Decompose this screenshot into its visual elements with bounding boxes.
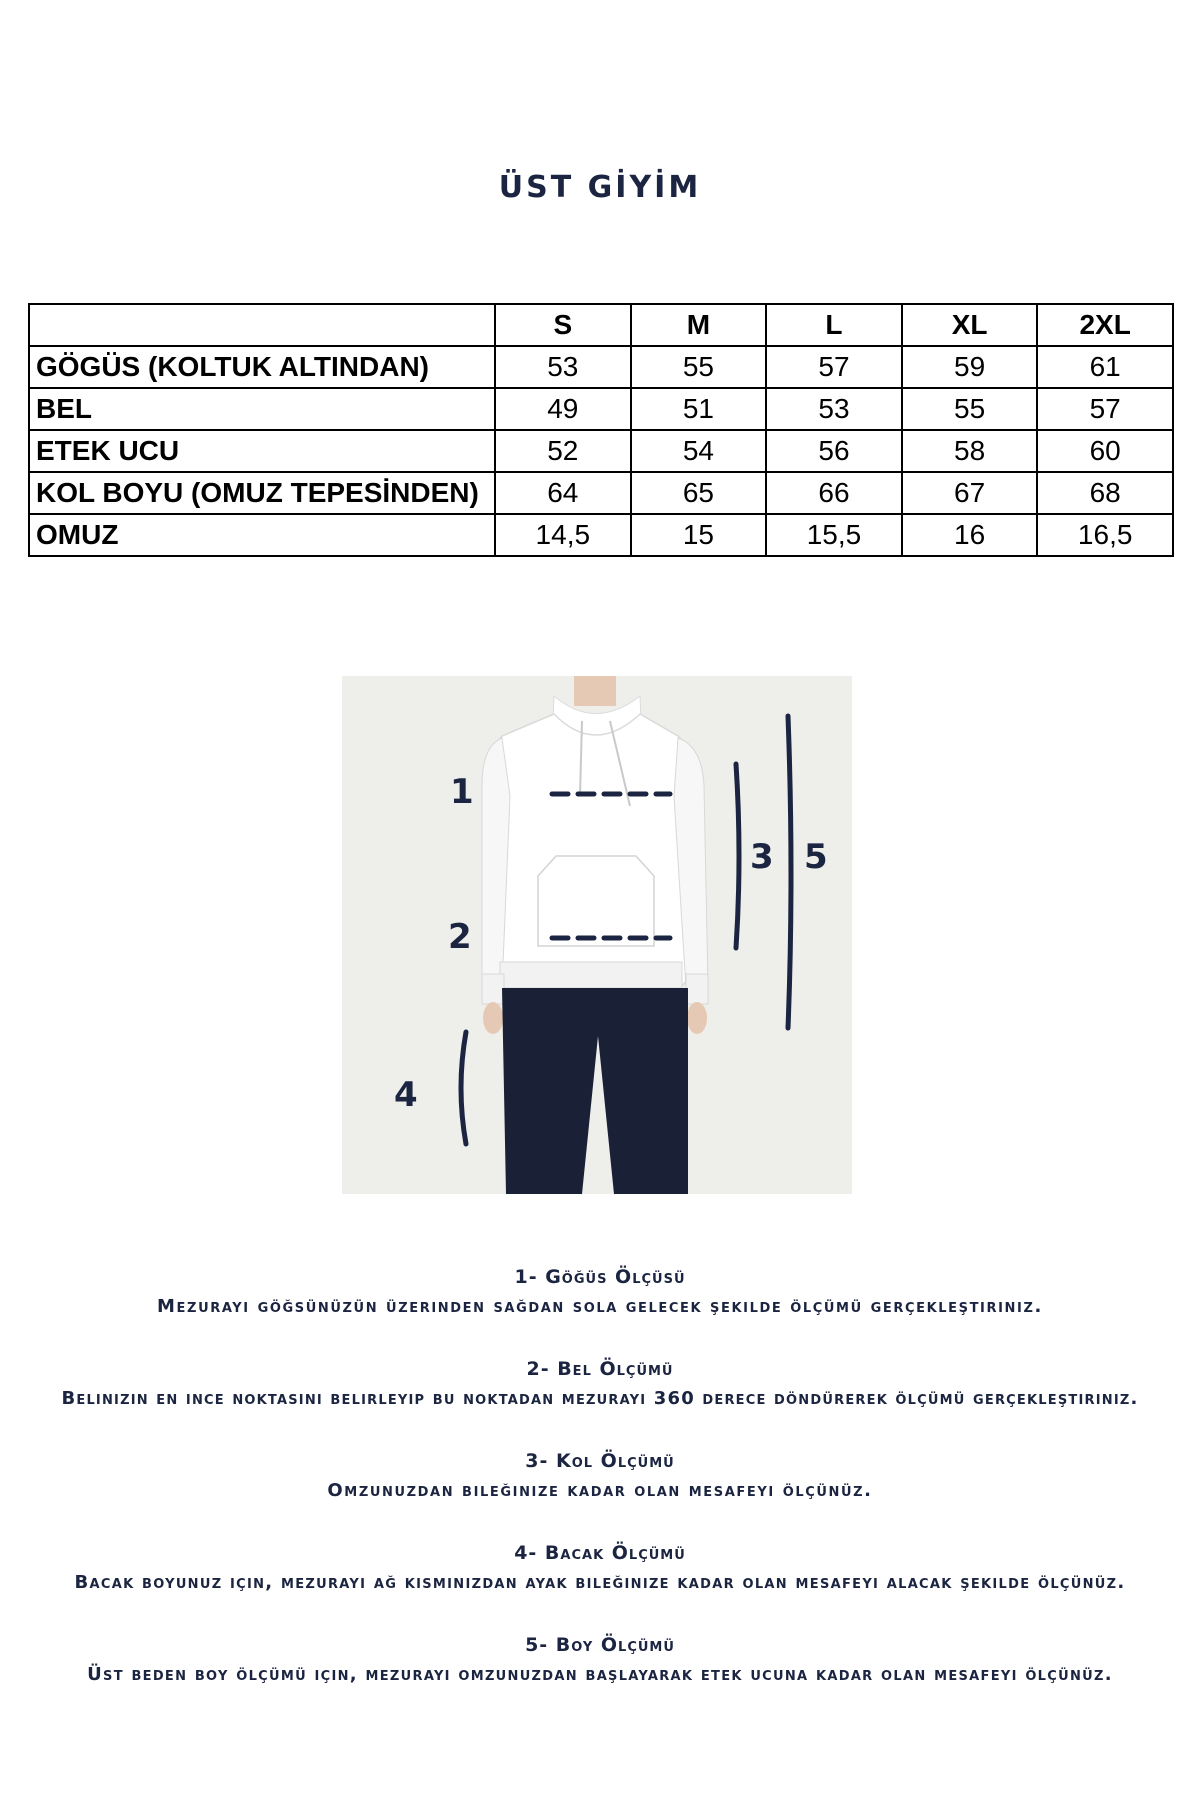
guide-title: 5- Boy Ölçümü (525, 1634, 675, 1656)
table-cell: 67 (902, 472, 1038, 514)
table-cell: 55 (631, 346, 767, 388)
table-cell: 16,5 (1037, 514, 1173, 556)
table-cell: 58 (902, 430, 1038, 472)
table-row (29, 472, 1173, 514)
guide-text: Omzunuzdan bileğinize kadar olan mesafeyi ölçünüz. (327, 1480, 873, 1501)
table-cell: 61 (1037, 346, 1173, 388)
marker-5-label: 5 (804, 837, 828, 877)
left-hand (483, 1002, 503, 1034)
table-cell: 57 (1037, 388, 1173, 430)
table-header-row (29, 304, 1173, 346)
table-cell: 57 (766, 346, 902, 388)
table-cell: 51 (631, 388, 767, 430)
left-cuff (482, 974, 504, 1004)
table-cell: 59 (902, 346, 1038, 388)
table-header-cell: 2XL (1037, 304, 1173, 346)
leg-measure-line (461, 1032, 466, 1144)
guide-text: Belinizin en ince noktasını belirleyip bu noktadan mezurayı 360 derece döndürerek ölçümü gerçekleştiriniz. (61, 1388, 1139, 1409)
table-cell: 56 (766, 430, 902, 472)
table-cell: 15,5 (766, 514, 902, 556)
table-header-cell: XL (902, 304, 1038, 346)
marker-1-label: 1 (450, 772, 474, 812)
guide-text: Bacak boyunuz için, mezurayı ağ kısmınızdan ayak bileğinize kadar olan mesafeyi alacak şekilde ölçünüz. (74, 1572, 1126, 1593)
guide-title: 1- Göğüs Ölçüsü (514, 1266, 686, 1288)
row-label: GÖGÜS (KOLTUK ALTINDAN) (29, 346, 495, 388)
guide-text: Mezurayı göğsünüzün üzerinden sağdan sola gelecek şekilde ölçümü gerçekleştiriniz. (157, 1296, 1043, 1317)
table-cell: 60 (1037, 430, 1173, 472)
guide-title: 3- Kol Ölçümü (525, 1450, 675, 1472)
right-cuff (686, 974, 708, 1004)
marker-2-label: 2 (448, 917, 472, 957)
size-table (28, 303, 1174, 557)
table-cell: 64 (495, 472, 631, 514)
table-cell: 66 (766, 472, 902, 514)
table-header-cell: S (495, 304, 631, 346)
guide-item (0, 1538, 1200, 1630)
marker-3-label: 3 (750, 837, 774, 877)
table-cell: 52 (495, 430, 631, 472)
row-label: BEL (29, 388, 495, 430)
table-row (29, 514, 1173, 556)
measurement-guide (0, 1262, 1200, 1722)
table-row (29, 346, 1173, 388)
table-cell: 16 (902, 514, 1038, 556)
table-cell: 54 (631, 430, 767, 472)
guide-item (0, 1630, 1200, 1722)
neck-shape (574, 676, 616, 706)
table-cell: 68 (1037, 472, 1173, 514)
guide-text: Üst beden boy ölçümü için, mezurayı omzunuzdan başlayarak etek ucuna kadar olan mesafeyi ölçünüz. (87, 1664, 1113, 1685)
hoodie-hem (500, 962, 682, 988)
table-cell: 15 (631, 514, 767, 556)
guide-item (0, 1262, 1200, 1354)
table-cell: 53 (495, 346, 631, 388)
table-cell: 14,5 (495, 514, 631, 556)
trousers (502, 988, 688, 1194)
hoodie-body (492, 714, 690, 986)
table-header-cell (29, 304, 495, 346)
table-cell: 49 (495, 388, 631, 430)
guide-title: 2- Bel Ölçümü (526, 1358, 674, 1380)
measurement-figure (342, 676, 852, 1194)
right-hand (687, 1002, 707, 1034)
table-row (29, 430, 1173, 472)
table-cell: 65 (631, 472, 767, 514)
table-header-cell: L (766, 304, 902, 346)
guide-item (0, 1446, 1200, 1538)
row-label: OMUZ (29, 514, 495, 556)
body-length-measure-line (788, 716, 791, 1028)
table-row (29, 388, 1173, 430)
row-label: KOL BOYU (OMUZ TEPESİNDEN) (29, 472, 495, 514)
row-label: ETEK UCU (29, 430, 495, 472)
page-title: ÜST GİYİM (498, 170, 702, 205)
guide-title: 4- Bacak Ölçümü (514, 1542, 686, 1564)
table-header-cell: M (631, 304, 767, 346)
table-cell: 53 (766, 388, 902, 430)
sleeve-measure-line (736, 764, 739, 948)
marker-4-label: 4 (394, 1075, 418, 1115)
table-cell: 55 (902, 388, 1038, 430)
guide-item (0, 1354, 1200, 1446)
